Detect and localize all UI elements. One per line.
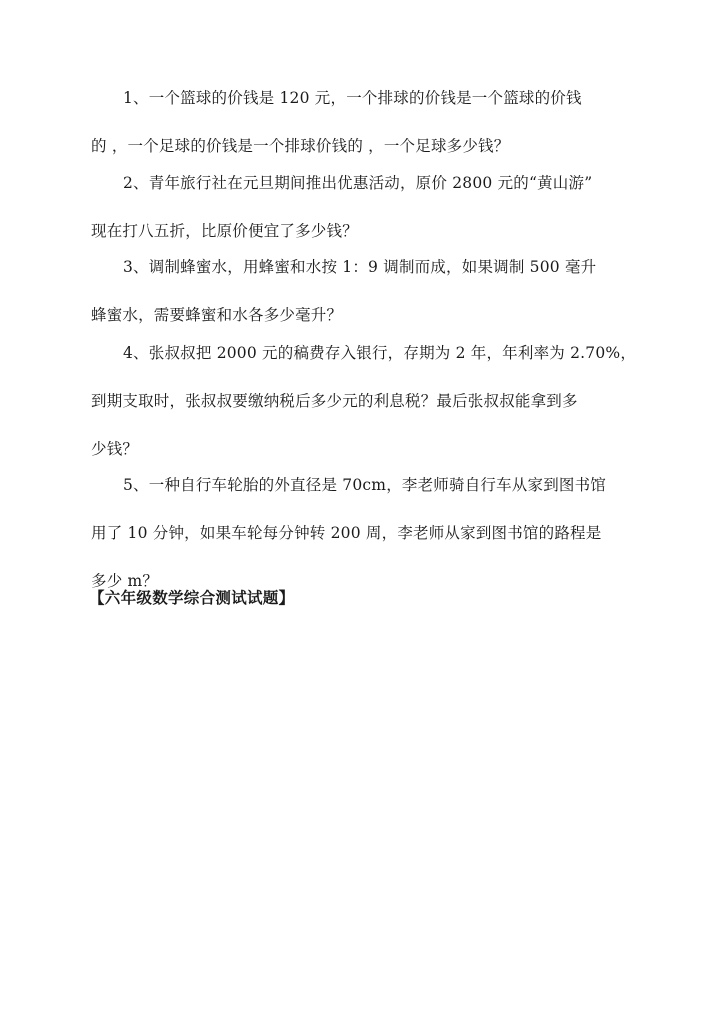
problem-2 <box>91 159 651 255</box>
section-title: 【六年级数学综合测试试题】 <box>89 589 295 607</box>
problem-3 <box>91 243 651 339</box>
problem-3-line-2: 蜂蜜水，需要蜂蜜和水各多少毫升？ <box>91 306 343 324</box>
problem-5-line-1: 5、一种自行车轮胎的外直径是 70cm，李老师骑自行车从家到图书馆 <box>123 476 606 494</box>
problem-1-line-2: 的 ，一个足球的价钱是一个排球价钱的 ，一个足球多少钱？ <box>91 137 510 155</box>
problem-4-line-1: 4、张叔叔把 2000 元的稿费存入银行，存期为 2 年，年利率为 2.70%， <box>123 344 637 362</box>
problem-5-line-3: 多少 m？ <box>91 572 159 590</box>
problem-4-line-3: 少钱？ <box>91 440 139 458</box>
problem-1 <box>91 74 651 170</box>
problem-2-line-1: 2、青年旅行社在元旦期间推出优惠活动，原价 2800 元的“黄山游” <box>123 174 593 192</box>
problem-3-line-1: 3、调制蜂蜜水，用蜂蜜和水按 1：9 调制而成，如果调制 500 毫升 <box>123 258 597 276</box>
problem-5-line-2: 用了 10 分钟，如果车轮每分钟转 200 周，李老师从家到图书馆的路程是 <box>91 524 602 542</box>
problem-4 <box>91 329 651 473</box>
problem-4-line-2: 到期支取时，张叔叔要缴纳税后多少元的利息税？最后张叔叔能拿到多 <box>91 392 578 410</box>
problem-2-line-2: 现在打八五折，比原价便宜了多少钱？ <box>91 222 358 240</box>
problem-1-line-1: 1、一个篮球的价钱是 120 元，一个排球的价钱是一个篮球的价钱 <box>123 89 582 107</box>
